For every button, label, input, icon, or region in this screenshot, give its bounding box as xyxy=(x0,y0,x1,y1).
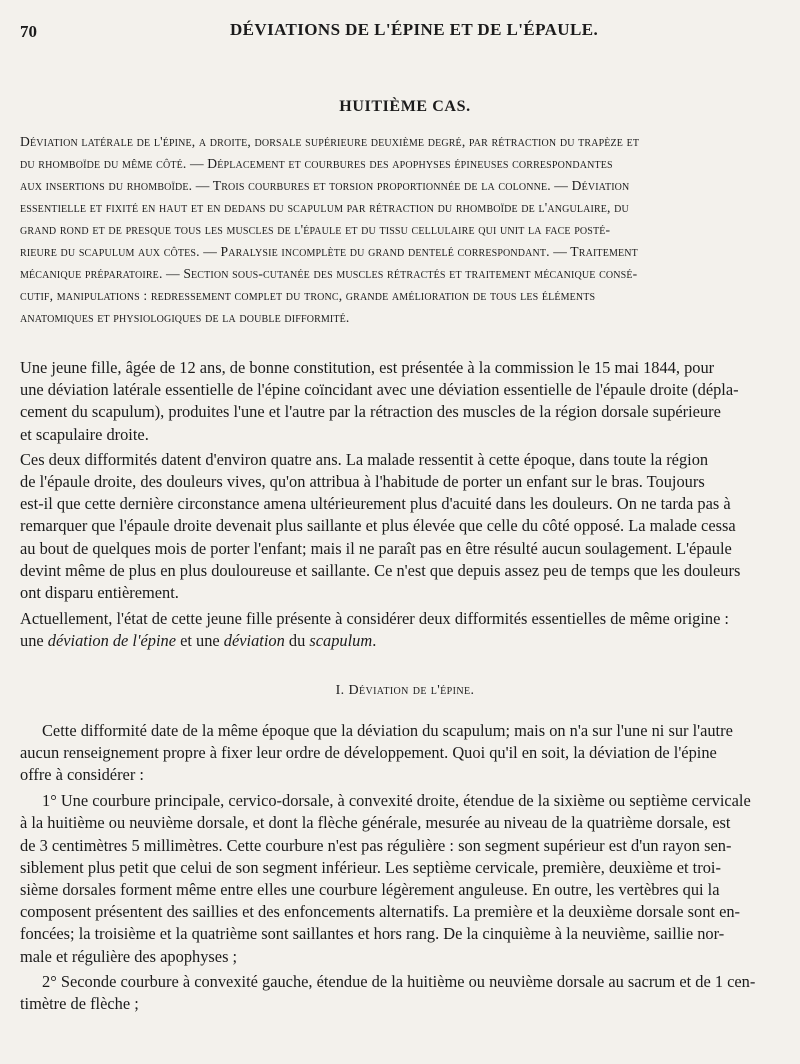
text-line: de l'épaule droite, des douleurs vives, qu'on attribua à l'habitude de porter un enfant sur le bras. Toujours xyxy=(20,472,705,492)
running-title: DÉVIATIONS DE L'ÉPINE ET DE L'ÉPAULE. xyxy=(230,20,599,39)
text-run: du xyxy=(284,631,310,651)
text-line: Ces deux difformités datent d'environ quatre ans. La malade ressentit à cette époque, dans toute la région xyxy=(20,449,709,469)
summary-line: cutif, manipulations : redressement complet du tronc, grande amélioration de tous les éléments xyxy=(20,288,596,303)
paragraph-current-state xyxy=(20,608,770,652)
running-header xyxy=(20,18,770,44)
italic-term: scapulum xyxy=(309,631,373,651)
text-line: Actuellement, l'état de cette jeune fille présente à considérer deux difformités essentielles de même origine : xyxy=(20,609,729,629)
text-line: Cette difformité date de la même époque que la déviation du scapulum; mais on n'a sur l'une ni sur l'autre xyxy=(42,720,733,740)
text-line: au bout de quelques mois de porter l'enfant; mais il ne paraît pas en être résulté aucun soulagement. L'épaule xyxy=(20,538,732,558)
text-line: est-il que cette dernière circonstance amena ultérieurement plus d'acuité dans les douleurs. On ne tarda pas à xyxy=(20,494,731,514)
text-line: Une jeune fille, âgée de 12 ans, de bonne constitution, est présentée à la commission le 15 mai 1844, pour xyxy=(20,358,715,377)
page-number: 70 xyxy=(20,22,37,41)
text-run: . xyxy=(372,631,377,651)
summary-line: grand rond et de presque tous les muscles de l'épaule et du tissu cellulaire qui unit la face posté- xyxy=(20,222,611,237)
text-line: offre à considérer : xyxy=(20,765,144,785)
text-line: à la huitième ou neuvième dorsale, et dont la flèche générale, mesurée au niveau de la quatrième dorsale, est xyxy=(20,813,731,833)
text-line: de 3 centimètres 5 millimètres. Cette courbure n'est pas régulière : son segment supérieur est d'un rayon sen- xyxy=(20,835,732,855)
text-line: 1° Une courbure principale, cervico-dorsale, à convexité droite, étendue de la sixième ou septième cervicale xyxy=(42,791,751,811)
text-line: timètre de flèche ; xyxy=(20,994,139,1014)
text-line: devint même de plus en plus douloureuse et saillante. Ce n'est que depuis assez peu de temps que les douleurs xyxy=(20,560,741,580)
text-run: une xyxy=(20,631,48,651)
summary-line: anatomiques et physiologiques de la double difformité. xyxy=(20,310,350,325)
summary-line: essentielle et fixité en haut et en dedans du scapulum par rétraction du rhomboïde de l'angulaire, du xyxy=(20,200,629,215)
paragraph-history xyxy=(20,449,770,604)
case-summary xyxy=(20,131,770,329)
text-line: composent présentent des saillies et des enfoncements alternatifs. La première et la deuxième dorsale sont en- xyxy=(20,902,741,922)
text-line: cement du scapulum), produites l'une et l'autre par la rétraction des muscles de la région dorsale supérieure xyxy=(20,402,721,422)
text-line: male et régulière des apophyses ; xyxy=(20,946,238,966)
paragraph-section-intro xyxy=(20,720,770,787)
case-title: HUITIÈME CAS. xyxy=(339,98,471,115)
section-heading: I. Déviation de l'épine. xyxy=(335,682,475,698)
summary-line: aux insertions du rhomboïde. — Trois courbures et torsion proportionnée de la colonne. — Déviation xyxy=(20,178,630,193)
text-line: siblement plus petit que celui de son segment inférieur. Les septième cervicale, première, deuxième et troi- xyxy=(20,857,721,877)
text-line: sième dorsales forment même entre elles une courbure légèrement anguleuse. En outre, les vertèbres qui la xyxy=(20,880,720,900)
summary-line: mécanique préparatoire. — Section sous-cutanée des muscles rétractés et traitement mécanique consé- xyxy=(20,266,638,281)
italic-term: déviation de l'épine xyxy=(47,631,176,651)
text-line: et scapulaire droite. xyxy=(20,424,149,444)
summary-line: du rhomboïde du même côté. — Déplacement et courbures des apophyses épineuses correspondantes xyxy=(20,156,613,171)
paragraph-patient-presentation xyxy=(20,357,770,446)
text-line: ont disparu entièrement. xyxy=(20,583,179,603)
text-line: une déviation latérale essentielle de l'épine coïncidant avec une déviation essentielle de l'épaule droite (dépla- xyxy=(20,380,739,400)
paragraph-first-curvature xyxy=(20,790,770,968)
summary-line: Déviation latérale de l'épine, a droite, dorsale supérieure deuxième degré, par rétraction du trapèze et xyxy=(20,134,640,149)
text-line: remarquer que l'épaule droite devenait plus saillante et plus élevée que celle du côté opposé. La malade cessa xyxy=(20,516,736,536)
text-run: et une xyxy=(175,631,224,651)
italic-term: déviation xyxy=(223,631,285,651)
text-line xyxy=(20,630,770,652)
paragraph-second-curvature xyxy=(20,971,770,1015)
text-line: 2° Seconde courbure à convexité gauche, étendue de la huitième ou neuvième dorsale au sacrum et de 1 cen- xyxy=(42,971,756,991)
text-line: foncées; la troisième et la quatrième sont saillantes et hors rang. De la cinquième à la neuvième, saillie nor- xyxy=(20,924,725,944)
summary-line: rieure du scapulum aux côtes. — Paralysie incomplète du grand dentelé correspondant. — Traitement xyxy=(20,244,638,259)
text-line: aucun renseignement propre à fixer leur ordre de développement. Quoi qu'il en soit, la déviation de l'épine xyxy=(20,742,717,762)
